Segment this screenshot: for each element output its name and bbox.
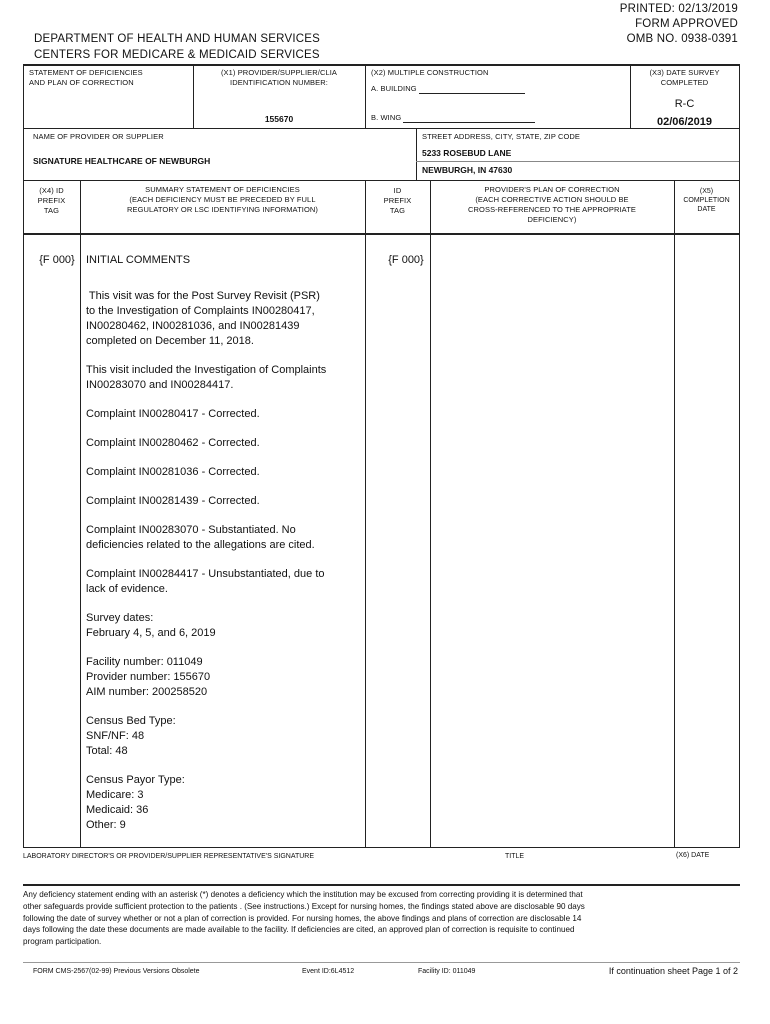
- entry-line: Provider number: 155670: [86, 671, 211, 683]
- entry-line: completed on December 11, 2018.: [86, 335, 254, 347]
- entry-line: to the Investigation of Complaints IN00280417,: [86, 305, 315, 317]
- form-approved: FORM APPROVED: [635, 18, 738, 30]
- provider-name-label: NAME OF PROVIDER OR SUPPLIER: [33, 132, 164, 141]
- entry-line: IN00280462, IN00281036, and IN00281439: [86, 320, 300, 332]
- footer-event-id: Event ID:6L4512: [302, 968, 355, 975]
- entry-paragraph: [86, 494, 361, 509]
- entry-line: Complaint IN00280462 - Corrected.: [86, 437, 260, 449]
- x3-label: (X3) DATE SURVEY COMPLETED: [649, 68, 720, 87]
- entry-line: This visit was for the Post Survey Revisit (PSR): [86, 290, 320, 302]
- entry-line: February 4, 5, and 6, 2019: [86, 627, 216, 639]
- department-title: DEPARTMENT OF HEALTH AND HUMAN SERVICES: [34, 33, 320, 45]
- signature-label: LABORATORY DIRECTOR'S OR PROVIDER/SUPPLIER REPRESENTATIVE'S SIGNATURE: [23, 853, 315, 860]
- disclaimer-line: days following the date these documents are made available to the facility. If deficiencies are cited, an approved plan of correction is requisite to continued: [23, 925, 575, 935]
- entry-line: This visit included the Investigation of Complaints: [86, 364, 327, 376]
- entry-line: Complaint IN00283070 - Substantiated. No: [86, 524, 296, 536]
- entry-line: Census Bed Type:: [86, 715, 176, 727]
- address-label: STREET ADDRESS, CITY, STATE, ZIP CODE: [422, 132, 581, 141]
- entry-paragraph: [86, 436, 361, 451]
- footer-form-number: FORM CMS-2567(02-99) Previous Versions Obsolete: [33, 968, 200, 975]
- wing-field: B. WING: [371, 113, 535, 123]
- entry-line: Census Payor Type:: [86, 774, 185, 786]
- x4-header: (X4) ID PREFIX TAG: [37, 186, 66, 215]
- disclaimer-line: other safeguards provide sufficient protection to the patients . (See instructions.) Except for nursing homes, the findings stated above are disclosable 90 days: [23, 901, 585, 911]
- footer-facility-id: Facility ID: 011049: [418, 968, 476, 975]
- disclaimer-line: Any deficiency statement ending with an asterisk (*) denotes a deficiency which the institution may be excused from correcting providing it is determined that: [23, 890, 583, 899]
- entry-line: Complaint IN00281439 - Corrected.: [86, 495, 260, 507]
- entry-paragraph: [86, 773, 361, 833]
- entry-line: Complaint IN00280417 - Corrected.: [86, 408, 260, 420]
- entry-paragraph: [86, 714, 361, 759]
- provider-name: SIGNATURE HEALTHCARE OF NEWBURGH: [33, 156, 211, 166]
- entry-line: Complaint IN00284417 - Unsubstantiated, due to: [86, 568, 325, 580]
- entry-line: Other: 9: [86, 819, 126, 831]
- provider-id-number: 155670: [264, 114, 294, 124]
- entry-line: deficiencies related to the allegations are cited.: [86, 539, 315, 551]
- entry-paragraph: [86, 611, 361, 641]
- centers-title: CENTERS FOR MEDICARE & MEDICAID SERVICES: [34, 49, 320, 61]
- disclaimer-line: following the date of survey whether or not a plan of correction is provided. For nursing homes, the above findings and plans of correction are disclosable 14: [23, 913, 582, 923]
- right-tag: {F 000}: [388, 254, 424, 266]
- x1-label: (X1) PROVIDER/SUPPLIER/CLIA IDENTIFICATION NUMBER:: [220, 68, 338, 87]
- statement-label: STATEMENT OF DEFICIENCIES AND PLAN OF CORRECTION: [29, 68, 143, 87]
- survey-completed-date: 02/06/2019: [656, 116, 713, 128]
- x5-header: (X5) COMPLETION DATE: [683, 188, 730, 213]
- entry-line: Complaint IN00281036 - Corrected.: [86, 466, 260, 478]
- x6-date-label: (X6) DATE: [676, 852, 710, 859]
- summary-header: SUMMARY STATEMENT OF DEFICIENCIES (EACH DEFICIENCY MUST BE PRECEDED BY FULL REGULATORY OR LSC IDENTIFYING INFORMATION): [126, 185, 319, 214]
- entry-paragraph: [86, 655, 361, 700]
- entry-paragraph: [86, 523, 361, 553]
- entry-line: Total: 48: [86, 745, 128, 757]
- entry-paragraph: [86, 465, 361, 480]
- plan-header: PROVIDER'S PLAN OF CORRECTION (EACH CORRECTIVE ACTION SHOULD BE CROSS-REFERENCED TO THE APPROPRIATE DEFICIENCY): [468, 185, 636, 224]
- entry-line: Medicare: 3: [86, 789, 144, 801]
- omb-number: OMB NO. 0938-0391: [626, 33, 738, 45]
- footer-continuation: If continuation sheet Page 1 of 2: [608, 966, 738, 976]
- left-tag: {F 000}: [39, 254, 75, 266]
- entry-paragraph: [86, 363, 361, 393]
- entry-line: Facility number: 011049: [86, 656, 203, 668]
- city-state-zip: NEWBURGH, IN 47630: [422, 165, 513, 175]
- printed-date: PRINTED: 02/13/2019: [619, 3, 738, 15]
- entry-line: lack of evidence.: [86, 583, 168, 595]
- entry-paragraph: [86, 567, 361, 597]
- entry-paragraph: [86, 289, 361, 349]
- entry-line: SNF/NF: 48: [86, 730, 145, 742]
- entry-line: Survey dates:: [86, 612, 154, 624]
- entry-body: [86, 289, 361, 847]
- rc-code: R-C: [674, 98, 695, 110]
- entry-line: Medicaid: 36: [86, 804, 149, 816]
- entry-paragraph: [86, 407, 361, 422]
- entry-line: AIM number: 200258520: [86, 686, 208, 698]
- entry-line: IN00283070 and IN00284417.: [86, 379, 234, 391]
- id-prefix-header: ID PREFIX TAG: [383, 186, 412, 215]
- disclaimer-text: [23, 889, 738, 948]
- x2-label: (X2) MULTIPLE CONSTRUCTION: [371, 68, 489, 77]
- entry-title: INITIAL COMMENTS: [86, 254, 191, 266]
- disclaimer-line: program participation.: [23, 937, 102, 947]
- title-label: TITLE: [505, 853, 525, 860]
- building-field: A. BUILDING: [371, 84, 525, 94]
- street-address: 5233 ROSEBUD LANE: [422, 148, 512, 158]
